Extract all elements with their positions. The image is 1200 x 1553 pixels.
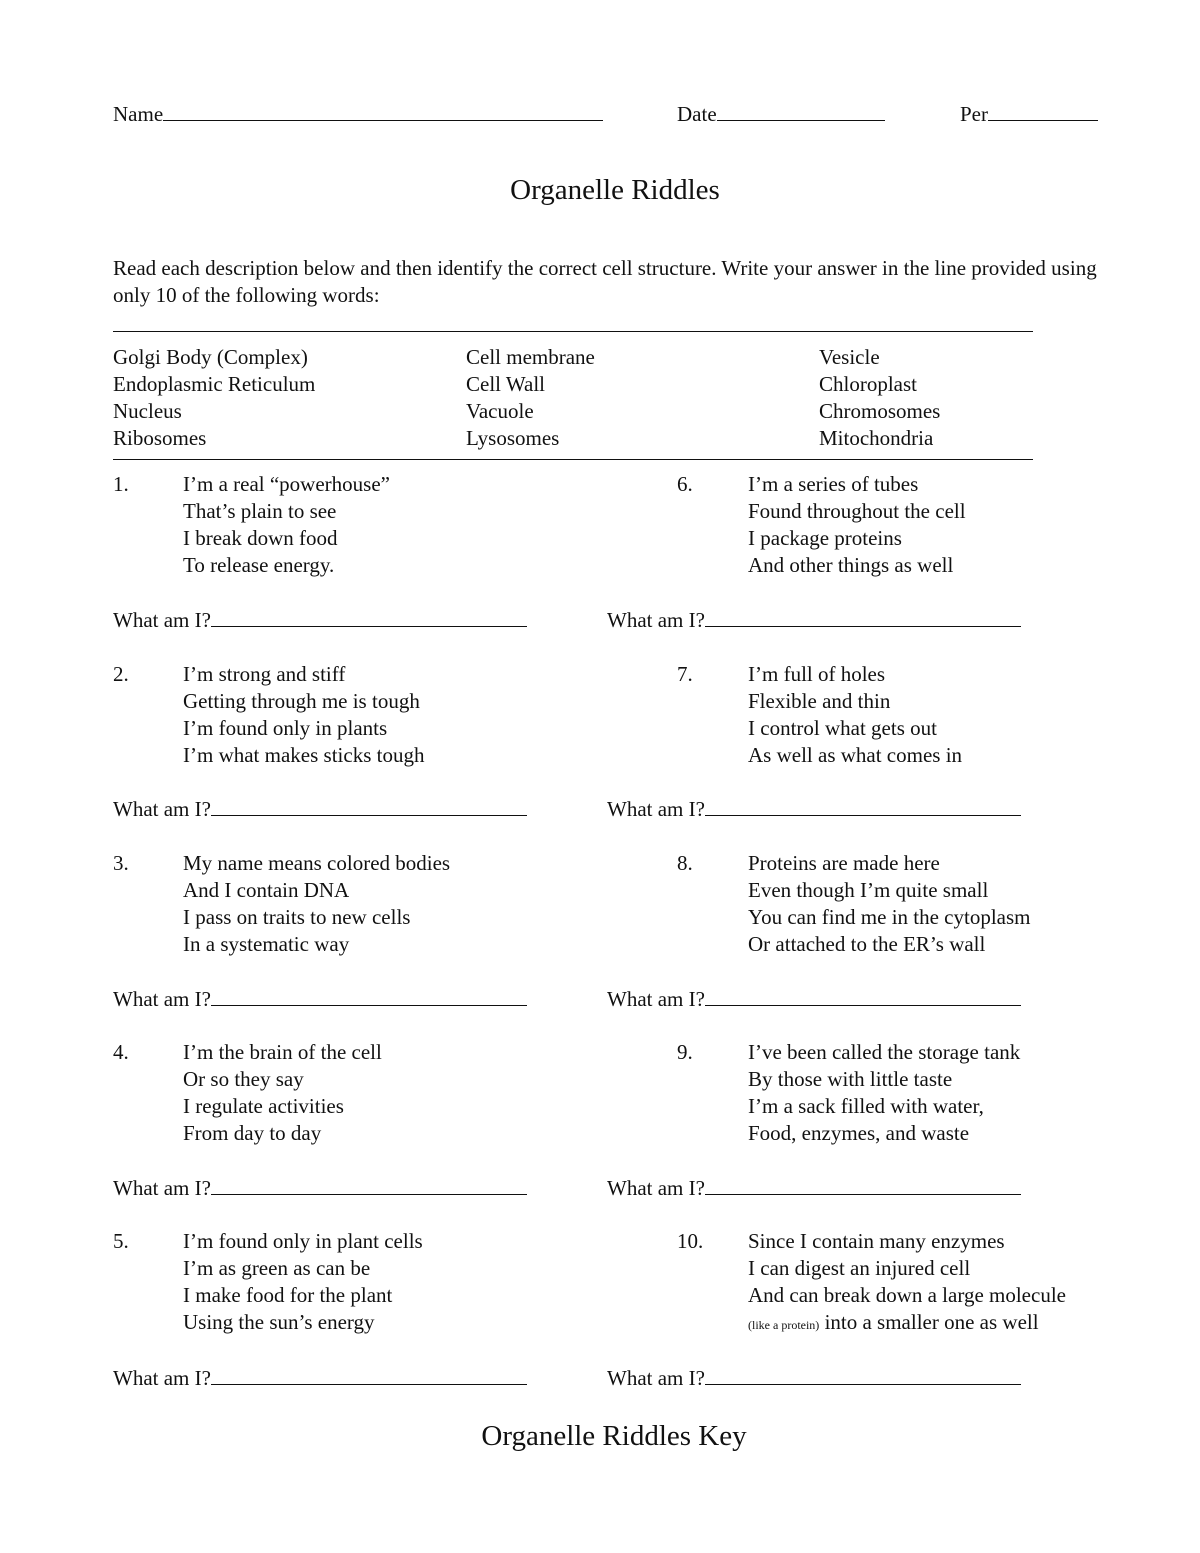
word-bank-column-1 [113,344,315,452]
riddle-verse [748,850,1031,958]
question-label: What am I? [607,797,705,821]
verse-line: I’m full of holes [748,662,886,686]
word-bank-item: Chloroplast [819,372,917,396]
word-bank-item: Endoplasmic Reticulum [113,372,316,396]
word-bank-item: Cell membrane [466,345,595,369]
word-bank-item: Vesicle [819,345,880,369]
answer-prompt[interactable] [113,606,527,634]
answer-prompt[interactable] [607,1364,1021,1392]
word-bank-item: Vacuole [466,399,534,423]
word-bank-item: Ribosomes [113,426,207,450]
riddle-number: 7. [677,662,693,686]
verse-line: Or attached to the ER’s wall [748,932,986,956]
verse-line: I’m as green as can be [183,1256,371,1280]
riddle-number: 3. [113,851,129,875]
word-bank-item: Cell Wall [466,372,545,396]
answer-blank[interactable] [705,606,1021,627]
date-field[interactable] [677,100,885,128]
verse-line: Even though I’m quite small [748,878,989,902]
period-label: Per [960,102,988,126]
word-bank-column-3 [819,344,940,452]
word-bank-item: Chromosomes [819,399,941,423]
riddle-verse [183,471,390,579]
verse-line: As well as what comes in [748,743,963,767]
riddle-number: 8. [677,851,693,875]
question-label: What am I? [113,1176,211,1200]
verse-line: Found throughout the cell [748,499,966,523]
answer-prompt[interactable] [113,1364,527,1392]
answer-prompt[interactable] [607,606,1021,634]
riddle-verse [183,1039,382,1147]
verse-line: I package proteins [748,526,902,550]
verse-line: Using the sun’s energy [183,1310,375,1334]
riddle-number: 9. [677,1040,693,1064]
question-label: What am I? [607,1366,705,1390]
key-title: Organelle Riddles Key [481,1420,747,1452]
verse-line: I control what gets out [748,716,937,740]
answer-blank[interactable] [705,795,1021,816]
verse-line: I pass on traits to new cells [183,905,411,929]
riddle-verse [183,661,424,769]
riddle-number: 4. [113,1040,129,1064]
question-label: What am I? [113,608,211,632]
verse-line: My name means colored bodies [183,851,451,875]
riddle-verse [748,1228,1066,1339]
verse-line: Since I contain many enzymes [748,1229,1005,1253]
verse-line: I’m found only in plants [183,716,388,740]
verse-line: I regulate activities [183,1094,344,1118]
period-blank[interactable] [988,100,1098,121]
answer-blank[interactable] [211,606,527,627]
riddle-verse [183,850,450,958]
riddle-number: 5. [113,1229,129,1253]
instructions: Read each description below and then identify the correct cell structure. Write your answer in the line provided using only 10 of the following words: [113,256,1097,307]
answer-blank[interactable] [705,1364,1021,1385]
riddle-verse [748,471,966,579]
date-label: Date [677,102,717,126]
verse-line: I’m a sack filled with water, [748,1094,984,1118]
name-label: Name [113,102,164,126]
verse-line: You can find me in the cytoplasm [748,905,1031,929]
verse-line: I’m strong and stiff [183,662,346,686]
word-bank-column-2 [466,344,595,452]
name-blank[interactable] [163,100,603,121]
answer-prompt[interactable] [607,1174,1021,1202]
period-field[interactable] [960,100,1098,128]
answer-prompt[interactable] [113,985,527,1013]
answer-prompt[interactable] [113,795,527,823]
verse-line: I’m the brain of the cell [183,1040,382,1064]
riddle-verse [183,1228,423,1336]
question-label: What am I? [113,797,211,821]
page-title: Organelle Riddles [510,174,720,206]
verse-line: Getting through me is tough [183,689,420,713]
answer-blank[interactable] [211,795,527,816]
verse-line: I can digest an injured cell [748,1256,971,1280]
question-label: What am I? [607,608,705,632]
date-blank[interactable] [717,100,885,121]
verse-line: I break down food [183,526,338,550]
verse-line-with-note [748,1309,1066,1339]
word-bank-item: Mitochondria [819,426,934,450]
riddle-number: 2. [113,662,129,686]
verse-line: By those with little taste [748,1067,953,1091]
verse-line: into a smaller one as well [824,1310,1039,1334]
verse-line: I’m what makes sticks tough [183,743,425,767]
word-bank-top-rule [113,331,1033,332]
answer-blank[interactable] [211,1174,527,1195]
verse-line: In a systematic way [183,932,350,956]
answer-prompt[interactable] [607,985,1021,1013]
answer-blank[interactable] [705,1174,1021,1195]
verse-note: (like a protein) [748,1318,820,1332]
verse-line: To release energy. [183,553,335,577]
verse-line: Proteins are made here [748,851,940,875]
answer-prompt[interactable] [113,1174,527,1202]
answer-blank[interactable] [211,1364,527,1385]
word-bank-item: Lysosomes [466,426,560,450]
verse-line: Or so they say [183,1067,304,1091]
verse-line: Food, enzymes, and waste [748,1121,970,1145]
verse-line: I make food for the plant [183,1283,393,1307]
verse-line: And I contain DNA [183,878,350,902]
verse-line: From day to day [183,1121,322,1145]
word-bank-item: Nucleus [113,399,182,423]
verse-line: I’m found only in plant cells [183,1229,423,1253]
riddle-verse [748,1039,1020,1147]
question-label: What am I? [607,1176,705,1200]
riddle-verse [748,661,962,769]
word-bank-item: Golgi Body (Complex) [113,345,308,369]
verse-line: Flexible and thin [748,689,891,713]
verse-line: That’s plain to see [183,499,337,523]
question-label: What am I? [607,987,705,1011]
verse-line: I’ve been called the storage tank [748,1040,1021,1064]
answer-blank[interactable] [705,985,1021,1006]
riddle-number: 6. [677,472,693,496]
answer-prompt[interactable] [607,795,1021,823]
answer-blank[interactable] [211,985,527,1006]
word-bank-bottom-rule [113,459,1033,460]
verse-line: And can break down a large molecule [748,1283,1066,1307]
question-label: What am I? [113,987,211,1011]
verse-line: I’m a real “powerhouse” [183,472,390,496]
question-label: What am I? [113,1366,211,1390]
riddle-number: 10. [677,1229,704,1253]
riddle-number: 1. [113,472,129,496]
verse-line: And other things as well [748,553,954,577]
name-field[interactable] [113,100,603,128]
verse-line: I’m a series of tubes [748,472,919,496]
